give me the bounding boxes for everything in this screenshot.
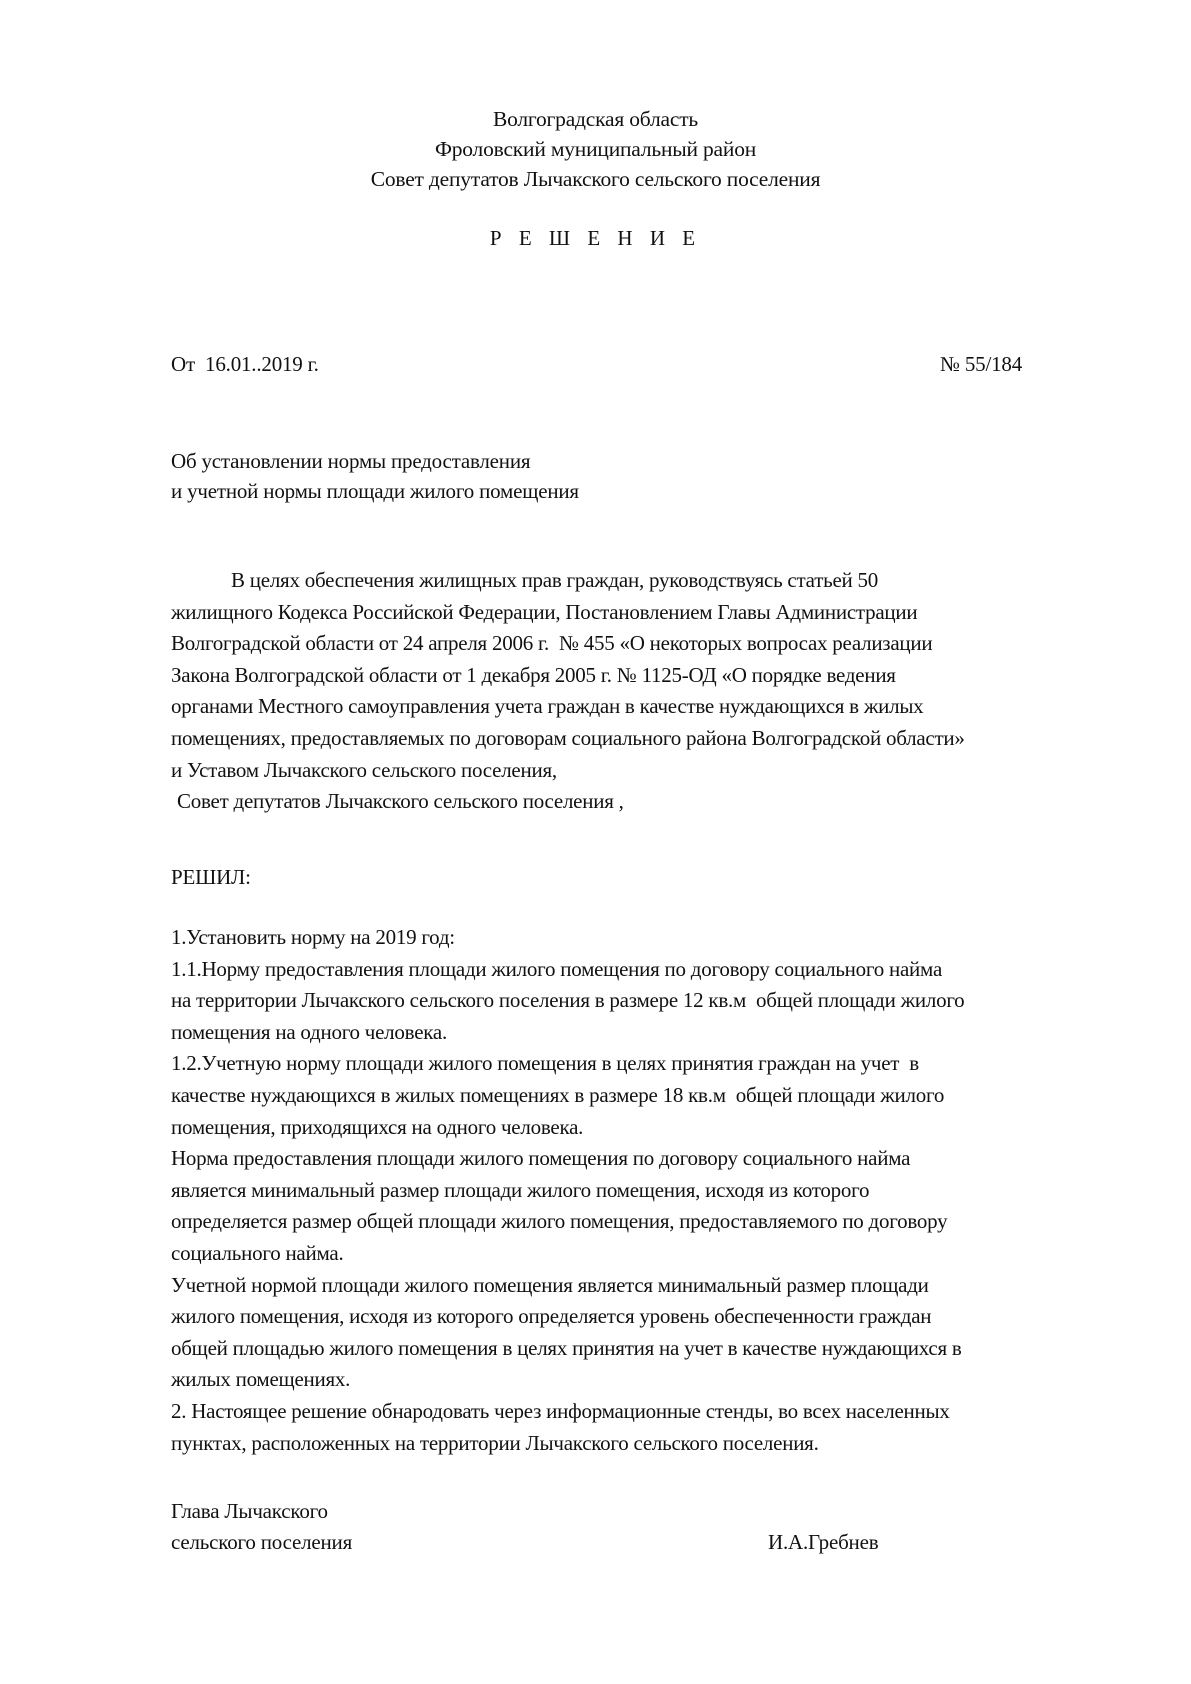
header-district: Фроловский муниципальный район <box>434 137 757 161</box>
resolution-line: является минимальный размер площади жилого помещения, исходя из которого <box>171 1177 870 1202</box>
resolution-line: помещения, приходящихся на одного человека. <box>171 1114 584 1139</box>
header-council: Совет депутатов Лычакского сельского поселения <box>370 167 821 191</box>
resolution-line: общей площадью жилого помещения в целях принятия на учет в качестве нуждающихся в <box>171 1335 962 1360</box>
resolution-line: пунктах, расположенных на территории Лычакского сельского поселения. <box>171 1430 819 1455</box>
resolution-line: 1.1.Норму предоставления площади жилого помещения по договору социального найма <box>171 956 943 981</box>
signature-position-line-1: Глава Лычакского <box>171 1499 328 1523</box>
preamble <box>171 565 1131 818</box>
preamble-line: и Уставом Лычакского сельского поселения, <box>171 757 557 782</box>
resolution-line: на территории Лычакского сельского поселения в размере 12 кв.м общей площади жилого <box>171 988 965 1013</box>
resolution-line: Учетной нормой площади жилого помещения является минимальный размер площади <box>171 1272 929 1297</box>
preamble-line: помещениях, предоставляемых по договорам социального района Волгоградской области» <box>171 725 965 750</box>
resolution-line: жилого помещения, исходя из которого определяется уровень обеспеченности граждан <box>171 1304 932 1329</box>
resolution-line: определяется размер общей площади жилого помещения, предоставляемого по договору <box>171 1209 948 1234</box>
resolution-line: социального найма. <box>171 1240 344 1265</box>
preamble-line: жилищного Кодекса Российской Федерации, Постановлением Главы Администрации <box>171 599 918 624</box>
document-number: № 55/184 <box>940 352 1023 376</box>
preamble-line: Закона Волгоградской области от 1 декабря 2005 г. № 1125-ОД «О порядке ведения <box>171 662 896 687</box>
resolution-line: 1.Установить норму на 2019 год: <box>171 925 455 949</box>
preamble-line: органами Местного самоуправления учета граждан в качестве нуждающихся в жилых <box>171 694 924 719</box>
resolution-line: Норма предоставления площади жилого помещения по договору социального найма <box>171 1146 911 1171</box>
decided-label: РЕШИЛ: <box>171 865 251 889</box>
resolution-line: 1.2.Учетную норму площади жилого помещения в целях принятия граждан на учет в <box>171 1051 919 1076</box>
document-date: От 16.01..2019 г. <box>171 352 319 376</box>
document-title: Р Е Ш Е Н И Е <box>489 226 702 250</box>
subject-line-1: Об установлении нормы предоставления <box>171 449 531 473</box>
resolution-line: помещения на одного человека. <box>171 1019 447 1044</box>
resolution-line: качестве нуждающихся в жилых помещениях в размере 18 кв.м общей площади жилого <box>171 1082 945 1107</box>
preamble-line: В целях обеспечения жилищных прав граждан, руководствуясь статьей 50 <box>231 568 879 592</box>
preamble-line: Совет депутатов Лычакского сельского поселения , <box>177 789 624 814</box>
resolution-line: 2. Настоящее решение обнародовать через информационные стенды, во всех населенных <box>171 1398 950 1423</box>
resolution-line: жилых помещениях. <box>171 1367 351 1392</box>
subject-line-2: и учетной нормы площади жилого помещения <box>171 479 579 503</box>
signature-position-line-2: сельского поселения <box>171 1530 353 1554</box>
preamble-line: Волгоградской области от 24 апреля 2006 г. № 455 «О некоторых вопросах реализации <box>171 631 933 656</box>
signatory-name: И.А.Гребнев <box>768 1530 879 1554</box>
resolution <box>171 922 1131 1459</box>
header-region: Волгоградская область <box>492 107 699 131</box>
